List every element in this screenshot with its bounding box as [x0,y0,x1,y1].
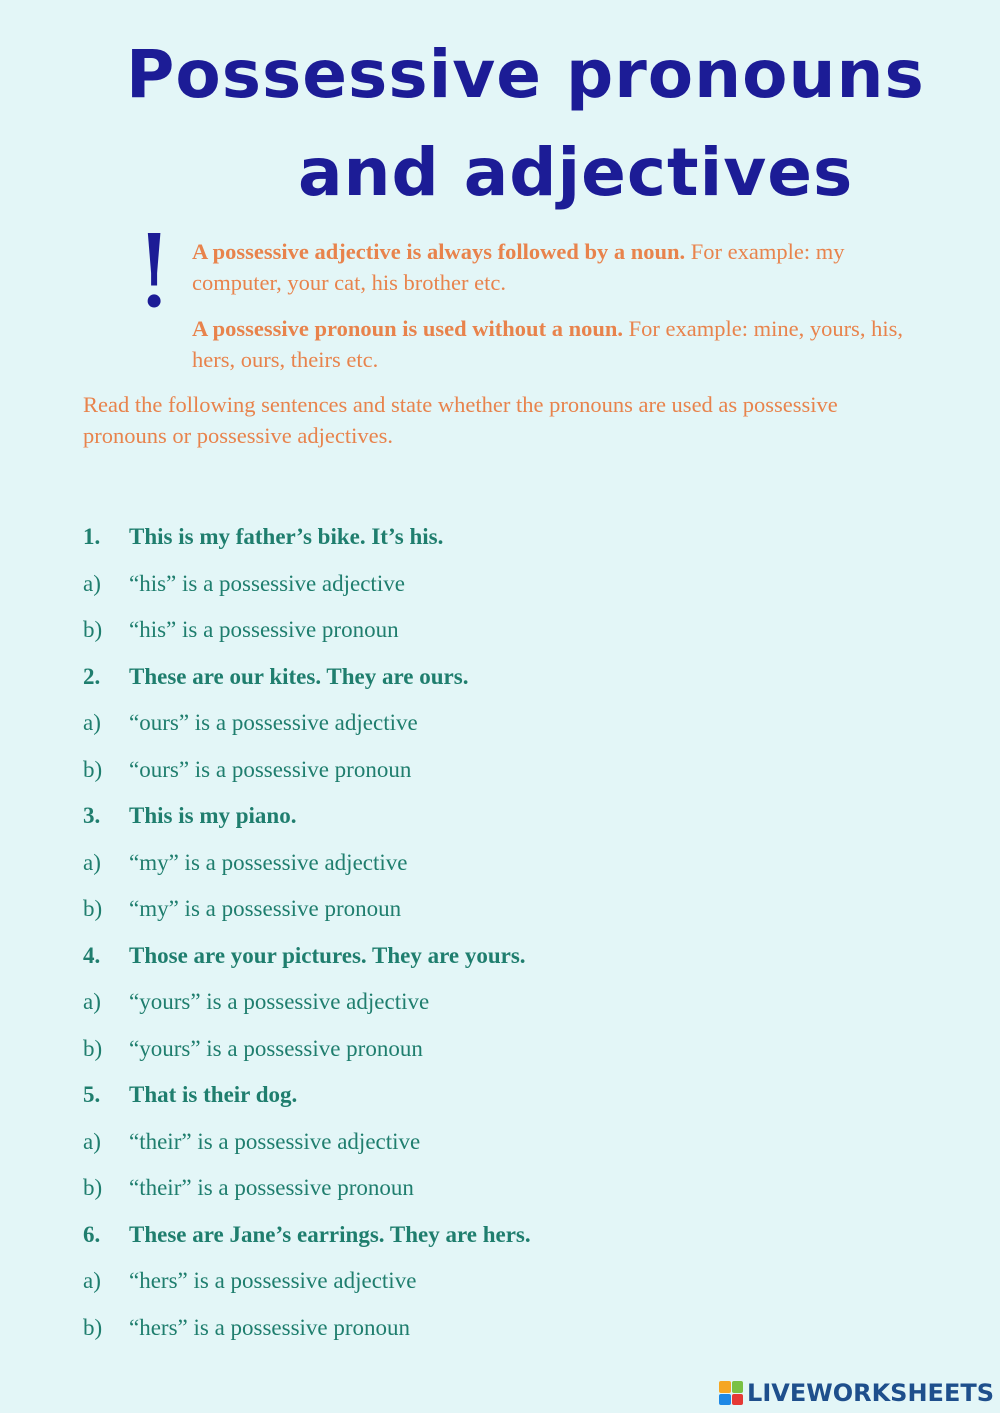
question-text: This is my piano. [129,803,297,829]
liveworksheets-logo [719,1379,994,1407]
option-3b[interactable] [83,886,943,933]
question-3 [83,793,943,840]
option-text: “my” is a possessive pronoun [129,896,402,922]
option-1a[interactable] [83,561,943,608]
page-title-line-1: Possessive pronouns [126,36,925,113]
option-text: “hers” is a possessive pronoun [129,1314,411,1340]
exclamation-icon: ! [134,213,175,330]
option-text: “yours” is a possessive adjective [129,989,430,1015]
option-text: “their” is a possessive adjective [129,1128,421,1154]
question-number: 5. [83,1082,101,1108]
question-number: 2. [83,663,101,689]
question-number: 4. [83,942,101,968]
question-text: That is their dog. [129,1082,298,1108]
option-label: a) [83,989,101,1015]
option-text: “his” is a possessive adjective [129,570,405,596]
option-4a[interactable] [83,979,943,1026]
question-text: This is my father’s bike. It’s his. [129,524,444,550]
option-label: a) [83,710,101,736]
option-label: b) [83,1035,103,1061]
option-label: a) [83,849,101,875]
question-text: Those are your pictures. They are yours. [129,942,526,968]
option-text: “yours” is a possessive pronoun [129,1035,423,1061]
rule-possessive-adjective [192,236,912,298]
question-text: These are our kites. They are ours. [129,663,469,689]
option-5a[interactable] [83,1119,943,1166]
option-1b[interactable] [83,607,943,654]
rule-bold-text: A possessive adjective is always followed by a noun. [192,239,686,264]
option-text: “my” is a possessive adjective [129,849,408,875]
page-title-line-2: and adjectives [298,134,854,211]
option-label: b) [83,1314,103,1340]
option-4b[interactable] [83,1026,943,1073]
option-2a[interactable] [83,700,943,747]
option-label: b) [83,1175,103,1201]
liveworksheets-logo-icon [719,1381,743,1405]
rule-example-text: For example: my computer, your cat, his brother etc. [192,239,845,295]
option-2b[interactable] [83,747,943,794]
question-number: 1. [83,524,101,550]
question-1 [83,514,943,561]
instructions: Read the following sentences and state whether the pronouns are used as possessive pronouns or possessive adjectives. [83,392,838,448]
question-list [83,514,943,1351]
option-text: “his” is a possessive pronoun [129,617,399,643]
option-3a[interactable] [83,840,943,887]
question-4 [83,933,943,980]
option-text: “hers” is a possessive adjective [129,1268,417,1294]
option-label: b) [83,617,103,643]
option-label: b) [83,756,103,782]
logo-text: LIVEWORKSHEETS [747,1379,994,1407]
option-label: a) [83,1128,101,1154]
option-label: b) [83,896,103,922]
question-number: 3. [83,803,101,829]
option-5b[interactable] [83,1165,943,1212]
option-text: “ours” is a possessive adjective [129,710,418,736]
question-text: These are Jane’s earrings. They are hers. [129,1221,531,1247]
question-number: 6. [83,1221,101,1247]
option-text: “ours” is a possessive pronoun [129,756,412,782]
option-text: “their” is a possessive pronoun [129,1175,414,1201]
option-6a[interactable] [83,1258,943,1305]
rule-possessive-pronoun [192,313,912,375]
rule-example-text: For example: mine, yours, his, hers, ours, theirs etc. [192,316,903,372]
question-5 [83,1072,943,1119]
option-label: a) [83,1268,101,1294]
option-6b[interactable] [83,1305,943,1352]
question-2 [83,654,943,701]
option-label: a) [83,570,101,596]
question-6 [83,1212,943,1259]
rule-bold-text: A possessive pronoun is used without a noun. [192,316,623,341]
